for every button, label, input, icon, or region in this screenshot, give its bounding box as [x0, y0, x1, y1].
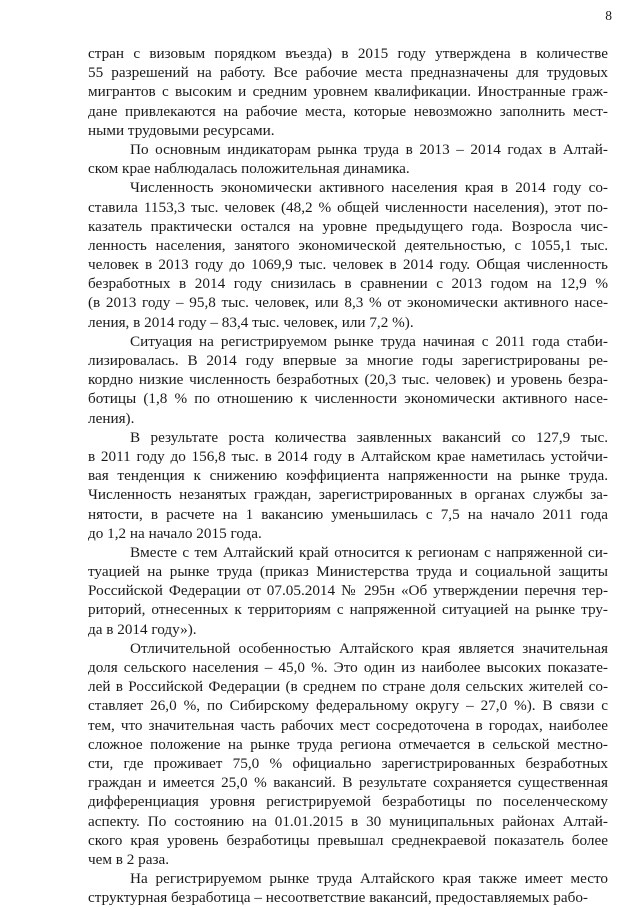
paragraph: [88, 178, 608, 332]
paragraph: [88, 639, 608, 869]
text-line: граждан и имеется 25,0 % вакансий. В результате сохраняется существенная: [88, 774, 608, 792]
text-line: человек в 2013 году до 1069,9 тыс. человек в 2014 году. Общая численность: [88, 256, 608, 274]
text-line: В результате роста количества заявленных вакансий со 127,9 тыс.: [130, 428, 608, 446]
text-line: ботицы (1,8 % по отношению к численности экономически активного насе-: [88, 390, 608, 408]
text-line: лизировалась. В 2014 году впервые за многие годы зарегистрированы ре-: [88, 352, 608, 369]
text-line: аспекту. По состоянию на 01.01.2015 в 30 муниципальных районах Алтай-: [88, 812, 608, 830]
text-line: ставляет 26,0 %, по Сибирскому федеральному округу – 27,0 %). В связи с: [88, 697, 608, 715]
text-line: Российской Федерации от 07.05.2014 № 295н «Об утверждении перечня тер-: [88, 582, 608, 600]
text-line: риторий, отнесенных к территориям с напряженной ситуацией на рынке тру-: [88, 601, 608, 619]
text-line: дифференциация уровня регистрируемой безработицы по поселенческому: [88, 793, 608, 811]
text-line: Ситуация на регистрируемом рынке труда начиная с 2011 года стаби-: [130, 332, 608, 350]
text-line: да в 2014 году»).: [88, 620, 197, 638]
text-line: безработных в 2014 году снизилась в сравнении с 2013 годом на 12,9 %: [88, 275, 608, 293]
text-line: Численность незанятых граждан, зарегистрированных в органах службы за-: [88, 486, 608, 504]
text-line: лей в Российской Федерации (в среднем по стране доля сельских жителей со-: [88, 678, 608, 696]
text-line: ления, в 2014 году – 83,4 тыс. человек, или 7,2 %).: [88, 313, 414, 331]
text-line: Отличительной особенностью Алтайского края является значительная: [130, 639, 608, 657]
text-line: в 2011 году до 156,8 тыс. в 2014 году в Алтайском крае наметилась устойчи-: [88, 447, 608, 465]
text-line: нятости, в расчете на 1 вакансию уменьшилась с 7,5 на начало 2011 года: [88, 505, 608, 523]
text-line: кордно низкие численность безработных (20,3 тыс. человек) и уровень безра-: [88, 371, 608, 389]
page-number: 8: [605, 8, 612, 23]
body-text: [88, 44, 608, 907]
paragraph: [88, 140, 608, 178]
paragraph: [88, 332, 608, 428]
text-line: структурная безработица – несоответствие вакансий, предоставляемых рабо-: [88, 889, 588, 907]
text-line: стран с визовым порядком въезда) в 2015 году утверждена в количестве: [88, 45, 608, 62]
text-line: сти, где проживает 75,0 % официально зарегистрированных безработных: [88, 754, 608, 772]
paragraph: [88, 44, 608, 140]
text-line: ского края уровень безработицы превышал среднекраевой показатель более: [88, 831, 608, 849]
text-line: ском крае наблюдалась положительная динамика.: [88, 160, 410, 178]
text-line: (в 2013 году – 95,8 тыс. человек, или 8,3 % от экономически активного насе-: [88, 294, 608, 312]
paragraph: [88, 869, 608, 907]
text-line: ленность населения, занятого экономической деятельностью, с 1055,1 тыс.: [88, 236, 608, 254]
text-line: сложное положение на рынке труда региона отмечается в сельской местно-: [88, 735, 608, 753]
text-line: тем, что значительная часть рабочих мест сосредоточена в городах, наиболее: [88, 716, 608, 734]
text-line: туацией на рынке труда (приказ Министерства труда и социальной защиты: [88, 563, 608, 581]
text-line: до 1,2 на начало 2015 года.: [88, 524, 262, 542]
paragraph: [88, 543, 608, 639]
text-line: ставила 1153,3 тыс. человек (48,2 % общей численности населения), этот по-: [88, 198, 608, 216]
text-line: ными трудовыми ресурсами.: [88, 121, 275, 139]
text-line: По основным индикаторам рынка труда в 2013 – 2014 годах в Алтай-: [130, 140, 608, 158]
text-line: казатель практически остался на уровне предыдущего года. Возросла чис-: [88, 217, 608, 235]
text-line: вая тенденция к снижению коэффициента напряженности на рынке труда.: [88, 467, 608, 485]
text-line: дане привлекаются на рабочие места, которые невозможно заполнить мест-: [88, 102, 608, 120]
text-line: Численность экономически активного населения края в 2014 году со-: [130, 179, 608, 197]
text-line: На регистрируемом рынке труда Алтайского края также имеет место: [130, 870, 608, 888]
text-line: Вместе с тем Алтайский край относится к регионам с напряженной си-: [130, 543, 608, 561]
text-line: ления).: [88, 409, 135, 427]
text-line: чем в 2 раза.: [88, 850, 170, 868]
text-line: мигрантов с высоким и средним уровнем квалификации. Иностранные граж-: [88, 83, 608, 101]
text-line: 55 разрешений на работу. Все рабочие места предназначены для трудовых: [88, 64, 608, 82]
paragraph: [88, 428, 608, 543]
text-line: доля сельского населения – 45,0 %. Это один из наиболее высоких показате-: [88, 659, 608, 676]
